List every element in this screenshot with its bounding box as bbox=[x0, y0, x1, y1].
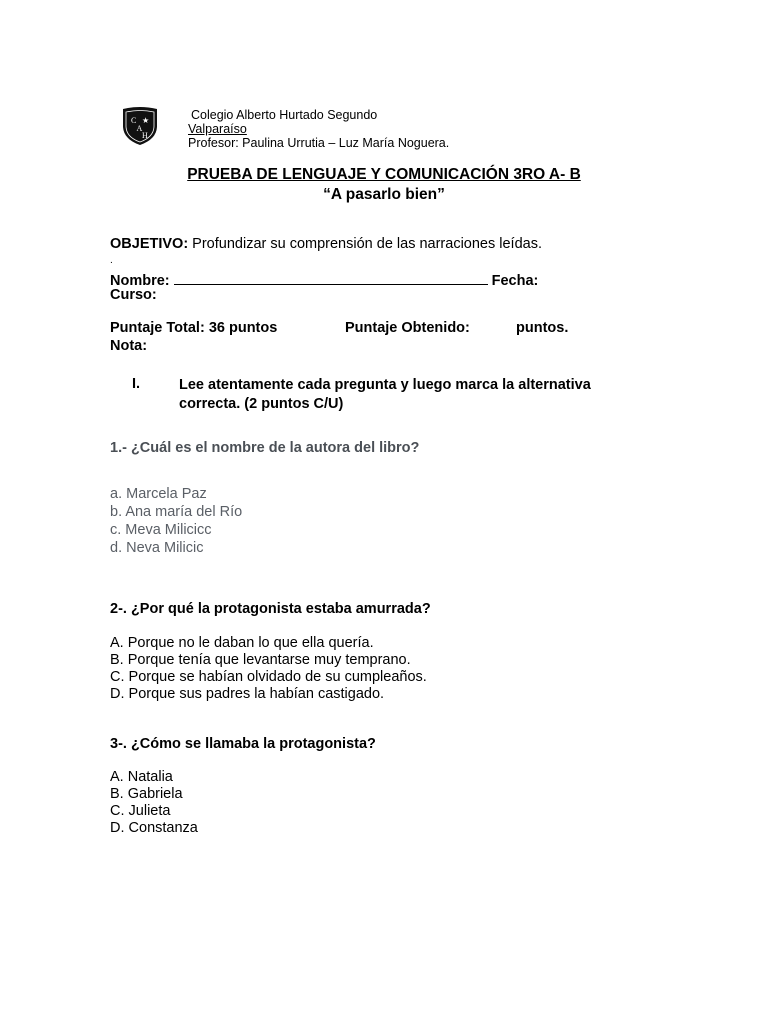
question-2-options bbox=[110, 635, 427, 703]
option-c[interactable]: C. Porque se habían olvidado de su cumpleaños. bbox=[110, 669, 427, 685]
objective-label: OBJETIVO: bbox=[110, 236, 189, 252]
option-d[interactable]: D. Constanza bbox=[110, 820, 198, 836]
exam-title: PRUEBA DE LENGUAJE Y COMUNICACIÓN 3RO A- B bbox=[187, 166, 581, 183]
crest-letter-a: A bbox=[136, 124, 143, 133]
option-d[interactable]: D. Porque sus padres la habían castigado. bbox=[110, 686, 385, 702]
exam-subtitle: “A pasarlo bien” bbox=[323, 186, 445, 203]
exam-title-block bbox=[0, 165, 768, 205]
option-a[interactable]: A. Natalia bbox=[110, 769, 173, 785]
question-1: 1.- ¿Cuál es el nombre de la autora del libro? bbox=[110, 440, 420, 456]
section-number: I. bbox=[132, 376, 141, 392]
objective bbox=[110, 236, 542, 252]
option-b[interactable]: B. Gabriela bbox=[110, 786, 183, 802]
teacher-names: Profesor: Paulina Urrutia – Luz María Noguera. bbox=[188, 136, 450, 150]
points-label: puntos. bbox=[516, 320, 569, 336]
grade-label: Nota: bbox=[110, 338, 148, 354]
crest-letter-h: H bbox=[142, 131, 148, 140]
option-c[interactable]: c. Meva Milicicc bbox=[110, 522, 212, 538]
course-label: Curso: bbox=[110, 287, 157, 303]
name-blank-line[interactable] bbox=[174, 270, 488, 285]
option-b[interactable]: b. Ana maría del Río bbox=[110, 504, 243, 520]
name-label: Nombre: bbox=[110, 273, 170, 289]
option-d[interactable]: d. Neva Milicic bbox=[110, 540, 204, 556]
stray-dot: . bbox=[110, 255, 113, 266]
option-b[interactable]: B. Porque tenía que levantarse muy temprano. bbox=[110, 652, 411, 668]
school-header bbox=[188, 108, 449, 150]
school-crest-logo bbox=[121, 106, 159, 146]
question-3: 3-. ¿Cómo se llamaba la protagonista? bbox=[110, 736, 376, 752]
option-a[interactable]: A. Porque no le daban lo que ella quería. bbox=[110, 635, 374, 651]
question-3-options bbox=[110, 769, 198, 837]
date-label: Fecha: bbox=[491, 273, 539, 289]
name-field-row bbox=[110, 270, 538, 289]
objective-text: Profundizar su comprensión de las narraciones leídas. bbox=[188, 236, 542, 252]
section-instruction: Lee atentamente cada pregunta y luego marca la alternativa correcta. (2 puntos C/U) bbox=[179, 377, 591, 412]
crest-letter-c: C bbox=[131, 116, 137, 125]
option-c[interactable]: C. Julieta bbox=[110, 803, 171, 819]
question-1-options bbox=[110, 485, 242, 557]
option-a[interactable]: a. Marcela Paz bbox=[110, 486, 207, 502]
total-score: Puntaje Total: 36 puntos bbox=[110, 320, 278, 336]
star-icon: ★ bbox=[142, 116, 150, 125]
obtained-score-label: Puntaje Obtenido: bbox=[345, 320, 470, 336]
question-2: 2-. ¿Por qué la protagonista estaba amurrada? bbox=[110, 601, 431, 617]
school-city: Valparaíso bbox=[188, 122, 247, 136]
school-name: Colegio Alberto Hurtado Segundo bbox=[191, 108, 378, 122]
